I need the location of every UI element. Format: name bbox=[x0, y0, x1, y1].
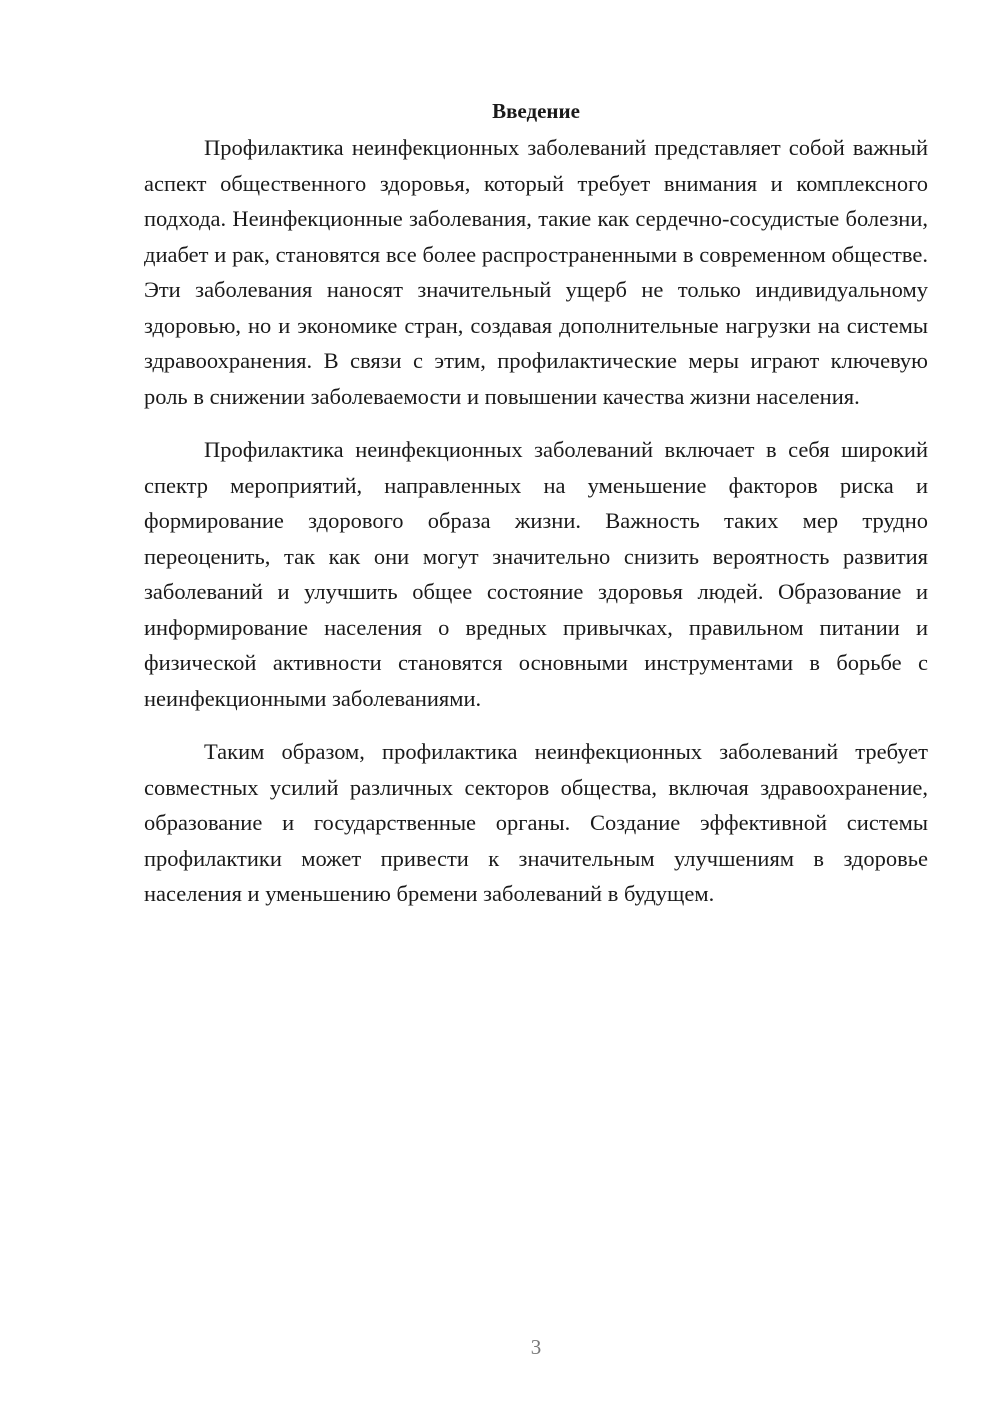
paragraph-2: Профилактика неинфекционных заболеваний включает в себя широкий спектр мероприятий, направленных на уменьшение факторов риска и формирование здорового образа жизни. Важность таких мер трудно переоценить, так как они могут значительно снизить вероятность развития заболеваний и улучшить общее состояние здоровья людей. Образование и информирование населения о вредных привычках, правильном питании и физической активности становятся основными инструментами в борьбе с неинфекционными заболеваниями. bbox=[144, 437, 928, 711]
page-number: 3 bbox=[530, 1335, 542, 1359]
paragraph-1: Профилактика неинфекционных заболеваний представляет собой важный аспект общественного здоровья, который требует внимания и комплексного подхода. Неинфекционные заболевания, такие как сердечно-сосудистые болезни, диабет и рак, становятся все более распространенными в современном обществе. Эти заболевания наносят значительный ущерб не только индивидуальному здоровью, но и экономике стран, создавая дополнительные нагрузки на системы здравоохранения. В связи с этим, профилактические меры играют ключевую роль в снижении заболеваемости и повышении качества жизни населения. bbox=[144, 135, 928, 409]
paragraph-3: Таким образом, профилактика неинфекционных заболеваний требует совместных усилий различных секторов общества, включая здравоохранение, образование и государственные органы. Создание эффективной системы профилактики может привести к значительным улучшениям в здоровье населения и уменьшению бремени заболеваний в будущем. bbox=[144, 739, 928, 906]
page-content bbox=[144, 96, 928, 930]
section-heading: Введение bbox=[492, 99, 580, 123]
